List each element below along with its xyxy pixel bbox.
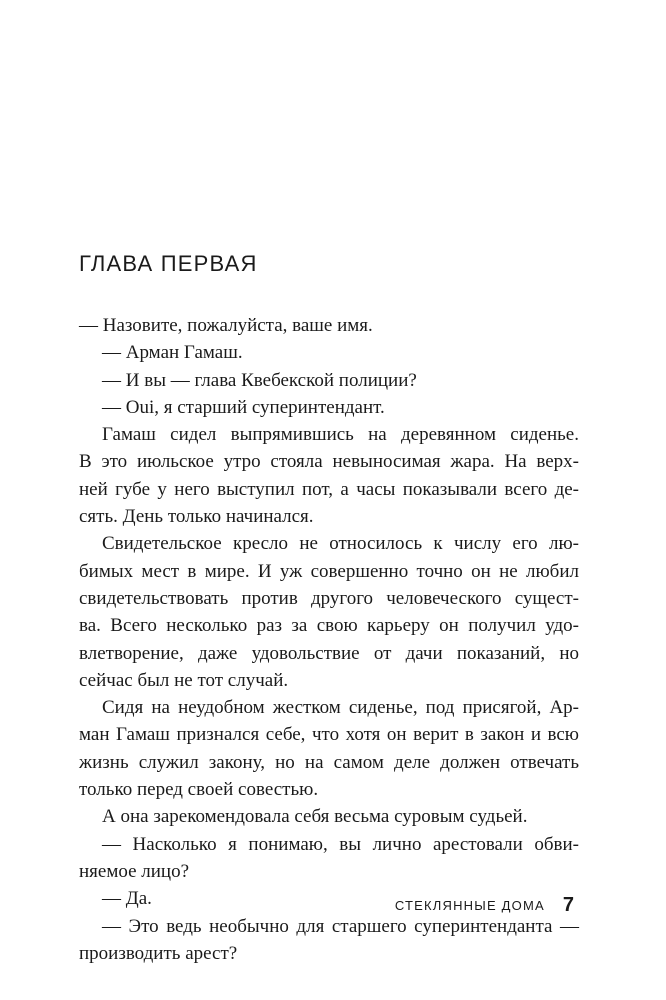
text-line: сейчас был не тот случай. — [79, 669, 289, 691]
text-line: ней губе у него выступил пот, а часы показывали всего де- — [79, 478, 579, 500]
text-line: — Насколько я понимаю, вы лично арестовали обви- — [102, 833, 579, 855]
text-line: — Oui, я старший суперинтендант. — [102, 396, 385, 418]
text-line: — Назовите, пожалуйста, ваше имя. — [79, 315, 373, 336]
text-line: только перед своей совестью. — [79, 779, 319, 801]
text-line: — И вы — глава Квебекской полиции? — [102, 369, 417, 391]
text-line: Свидетельское кресло не относилось к числу его лю- — [102, 533, 579, 555]
text-line: няемое лицо? — [79, 860, 190, 882]
running-title: СТЕКЛЯННЫЕ ДОМА — [394, 898, 545, 913]
text-line: Гамаш сидел выпрямившись на деревянном сиденье. — [102, 424, 579, 446]
chapter-title: ГЛАВА ПЕРВАЯ — [79, 251, 258, 276]
text-line: А она зарекомендовала себя весьма суровым судьей. — [102, 806, 528, 828]
text-line: — Да. — [102, 888, 152, 910]
text-line: свидетельствовать против другого человеческого сущест- — [79, 587, 579, 609]
page-number: 7 — [562, 894, 574, 916]
text-line: — Это ведь необычно для старшего суперинтенданта — — [102, 915, 579, 937]
text-line: ман Гамаш признался себе, что хотя он верит в закон и всю — [79, 724, 579, 746]
text-line: сять. День только начинался. — [79, 506, 314, 528]
text-line: влетворение, даже удовольствие от дачи показаний, но — [79, 642, 579, 664]
text-line: бимых мест в мире. И уж совершенно точно он не любил — [79, 560, 579, 582]
body-text — [79, 312, 579, 967]
text-line: — Арман Гамаш. — [102, 342, 243, 364]
text-line: Сидя на неудобном жестком сиденье, под присягой, Ар- — [102, 697, 579, 719]
running-footer — [395, 893, 574, 916]
text-line: В это июльское утро стояла невыносимая жара. На верх- — [79, 451, 579, 473]
text-line: ва. Всего несколько раз за свою карьеру он получил удо- — [79, 615, 579, 637]
text-line: жизнь служил закону, но на самом деле должен отвечать — [79, 751, 579, 773]
text-line: производить арест? — [79, 942, 238, 964]
